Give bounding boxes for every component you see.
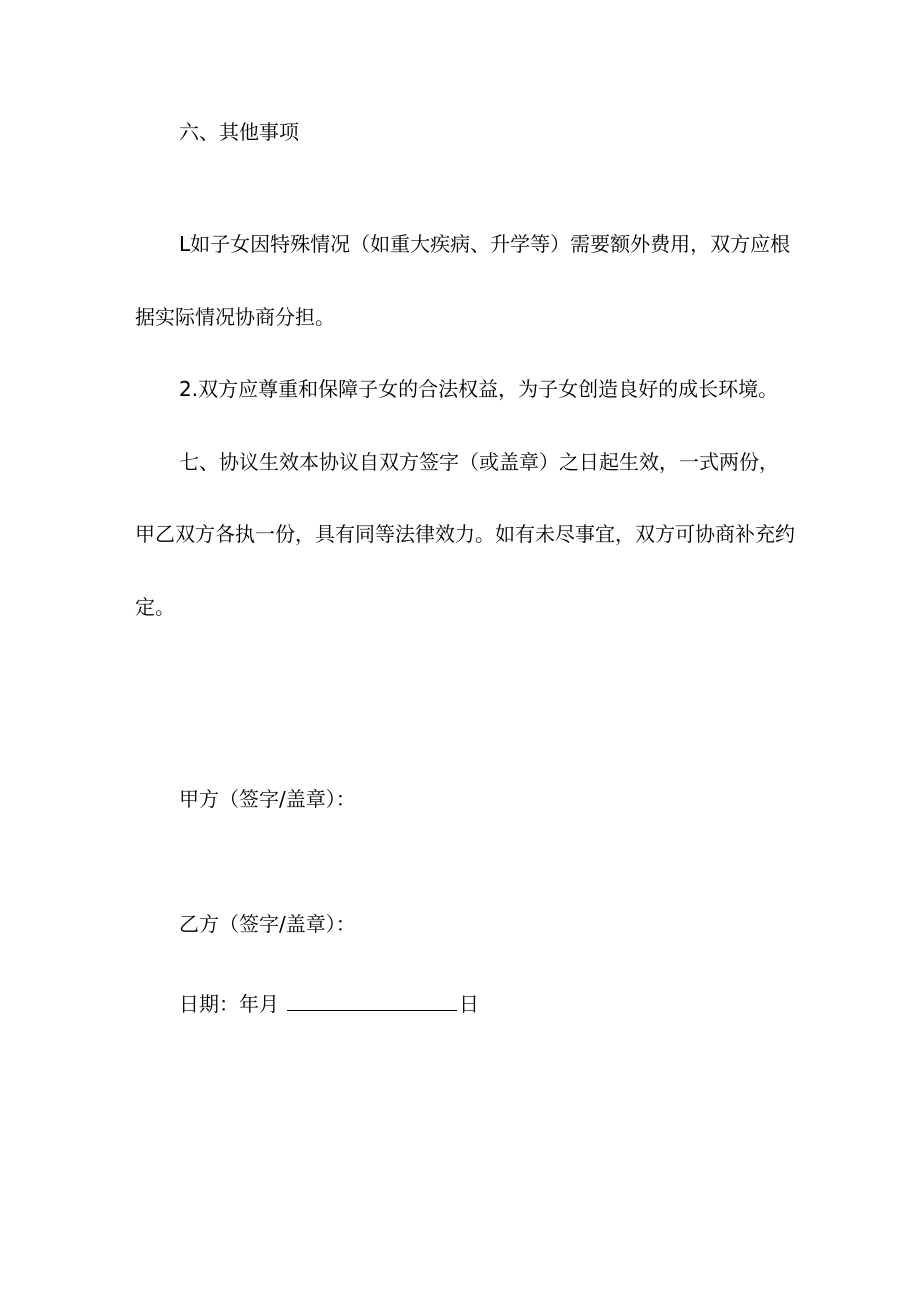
item1-line2: 据实际情况协商分担。 — [135, 305, 335, 329]
date-blank-field[interactable] — [287, 990, 457, 1011]
section6-heading: 六、其他事项 — [179, 120, 299, 144]
section7-line3: 定。 — [135, 595, 175, 619]
section7-line2: 甲乙双方各执一份，具有同等法律效力。如有未尽事宜，双方可协商补充约 — [135, 522, 795, 546]
section7-line1: 七、协议生效本协议自双方签字（或盖章）之日起生效，一式两份， — [179, 450, 779, 474]
item2-text: 2.双方应尊重和保障子女的合法权益，为子女创造良好的成长环境。 — [179, 377, 779, 401]
item1-line1: L如子女因特殊情况（如重大疾病、升学等）需要额外费用，双方应根 — [179, 232, 791, 256]
date-suffix: 日 — [459, 992, 479, 1016]
date-label: 日期：年月 — [179, 992, 279, 1016]
date-line — [179, 990, 479, 1016]
party-a-signature-label: 甲方（签字/盖章）： — [179, 787, 356, 811]
party-b-signature-label: 乙方（签字/盖章）： — [179, 912, 356, 936]
